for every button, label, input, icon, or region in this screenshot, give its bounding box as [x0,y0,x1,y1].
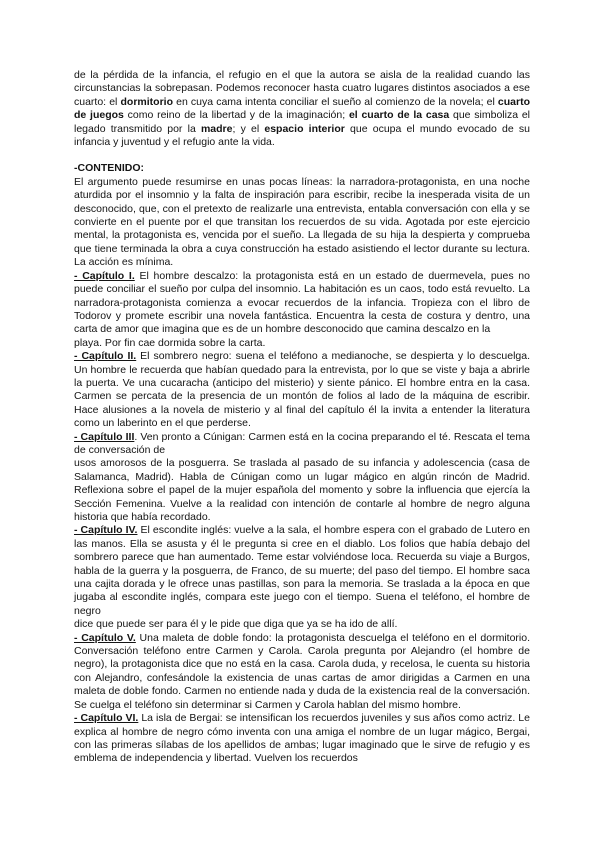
keyword-espacio-interior: espacio interior [264,122,345,135]
chapter-3: - Capítulo III. Ven pronto a Cúnigan: Carmen está en la cocina preparando el té. Rescata el tema de conversación de [74,430,530,456]
keyword-dormitorio: dormitorio [120,95,173,108]
chapter-1: - Capítulo I. El hombre descalzo: la protagonista está en un estado de duermevela, pues no puede conciliar el sueño por culpa del insomnio. La habitación es un caos, todo está revuelto. La narradora-protagonista comienza a evocar recuerdos de la infancia. Tropieza con el libro de Todorov y promete escribir una novela fantástica. Encuentra la cesta de costura y dentro, una carta de amor que imagina que es de un hombre desconocido que camina descalzo en la [74,269,530,336]
chapter-3-label: - Capítulo III [74,430,135,443]
chapter-5-label: - Capítulo V. [74,631,136,644]
keyword-madre: madre [200,122,233,135]
keyword-cuarto-casa: el cuarto de la casa [348,109,450,122]
intro-paragraph: de la pérdida de la infancia, el refugio en el que la autora se aisla de la realidad cuando las circunstancias la sobrepasan. Podemos reconocer hasta cuatro lugares distintos asociados a ese cuarto: el dormitorio en cuya cama intenta conciliar el sueño al comienzo de la novela; el cuarto de juegos como reino de la libertad y de la imaginación; el cuarto de la casa que simboliza el legado transmitido por la madre; y el espacio interior que ocupa el mundo evocado de su infancia y juventud y el refugio ante la vida. [74,69,530,149]
chapter-6-label: - Capítulo VI. [74,712,139,725]
document-page [74,69,530,766]
chapter-4: - Capítulo IV. El escondite inglés: vuelve a la sala, el hombre espera con el grabado de Lutero en las manos. Ella se asusta y él le pregunta si cree en el diablo. Los folios que había debajo del sombrero parece que han aumentado. Teme estar volviéndose loca. Recuerda su viaje a Burgos, habla de la guerra y la posguerra, de Franco, de su muerte; del paso del tiempo. El hombre saca una cajita dorada y le ofrece unas pastillas, son para la memoria. Se traslada a la época en que jugaba al escondite inglés, compara este juego con el tiempo. Suena el teléfono, el hombre de negro [74,524,531,617]
chapter-5: - Capítulo V. Una maleta de doble fondo: la protagonista descuelga el teléfono en el dormitorio. Conversación teléfono entre Carmen y Carola. Carola pregunta por Alejandro (el hombre de negro), la protagonista dice que no está en la casa. Carola duda, y recelosa, le cuenta su historia con Alejandro, confesándole la existencia de unas cartas de amor dirigidas a Carmen en una maleta de doble fondo. Carmen no entiende nada y duda de la existencia real de la conversación. Se cuelga el teléfono sin determinar si Carmen y Carola hablan del mismo hombre. [74,631,530,711]
chapter-1-tail: playa. Por fin cae dormida sobre la carta. [74,336,266,349]
chapter-1-label: - Capítulo I. [74,269,135,282]
section-heading: -CONTENIDO: [74,162,144,175]
chapter-4-tail: dice que puede ser para él y le pide que diga que ya se ha ido de allí. [74,618,398,631]
spacer [74,149,530,162]
chapter-2: - Capítulo II. El sombrero negro: suena el teléfono a medianoche, se despierta y lo descuelga. Un hombre le recuerda que habían quedado para la entrevista, por lo que se viste y baja a abrirle la puerta. Ve una cucaracha (anticipo del misterio) y siente pánico. El hombre entra en la casa. Carmen se percata de la presencia de un montón de folios al lado de la máquina de escribir. Hace alusiones a la novela de misterio y al final del capítulo él la invita a entender la literatura como un laberinto en el que perderse. [74,350,530,430]
chapter-2-label: - Capítulo II. [74,350,137,363]
summary-paragraph: El argumento puede resumirse en unas pocas líneas: la narradora-protagonista, en una noche aturdida por el insomnio y la falta de inspiración para escribir, recibe la inesperada visita de un desconocido, que, con el pretexto de realizarle una entrevista, entabla conversación con ella y se convierte en el puente por el que transitan los recuerdos de su vida. Agotada por este ejercicio mental, la protagonista es, vencida por el sueño. La llegada de su hija la despierta y comprueba que tiene terminada la obra a cuya construcción ha estado asistiendo el lector durante su lectura. La acción es mínima. [74,175,530,269]
keyword-cuarto-juegos: cuarto de juegos [74,95,530,122]
chapter-3-tail: usos amorosos de la posguerra. Se traslada al pasado de su infancia y adolescencia (casa de Salamanca, Madrid). Habla de Cúnigan como un lugar mágico en algún rincón de Madrid. Reflexiona sobre el papel de la mujer española del momento y sobre la influencia que ejercía la Sección Femenina. Vuelve a la realidad con intención de contarle al hombre de negro alguna historia que había recordado. [74,457,530,523]
chapter-6: - Capítulo VI. La isla de Bergai: se intensifican los recuerdos juveniles y sus años como actriz. Le explica al hombre de negro cómo inventa con una amiga el nombre de un lugar mágico, Bergai, con las primeras sílabas de los apellidos de ambas; lugar imaginado que le sirve de refugio y es emblema de independencia y libertad. Vuelven los recuerdos [74,712,530,765]
chapter-4-label: - Capítulo IV. [74,524,138,537]
